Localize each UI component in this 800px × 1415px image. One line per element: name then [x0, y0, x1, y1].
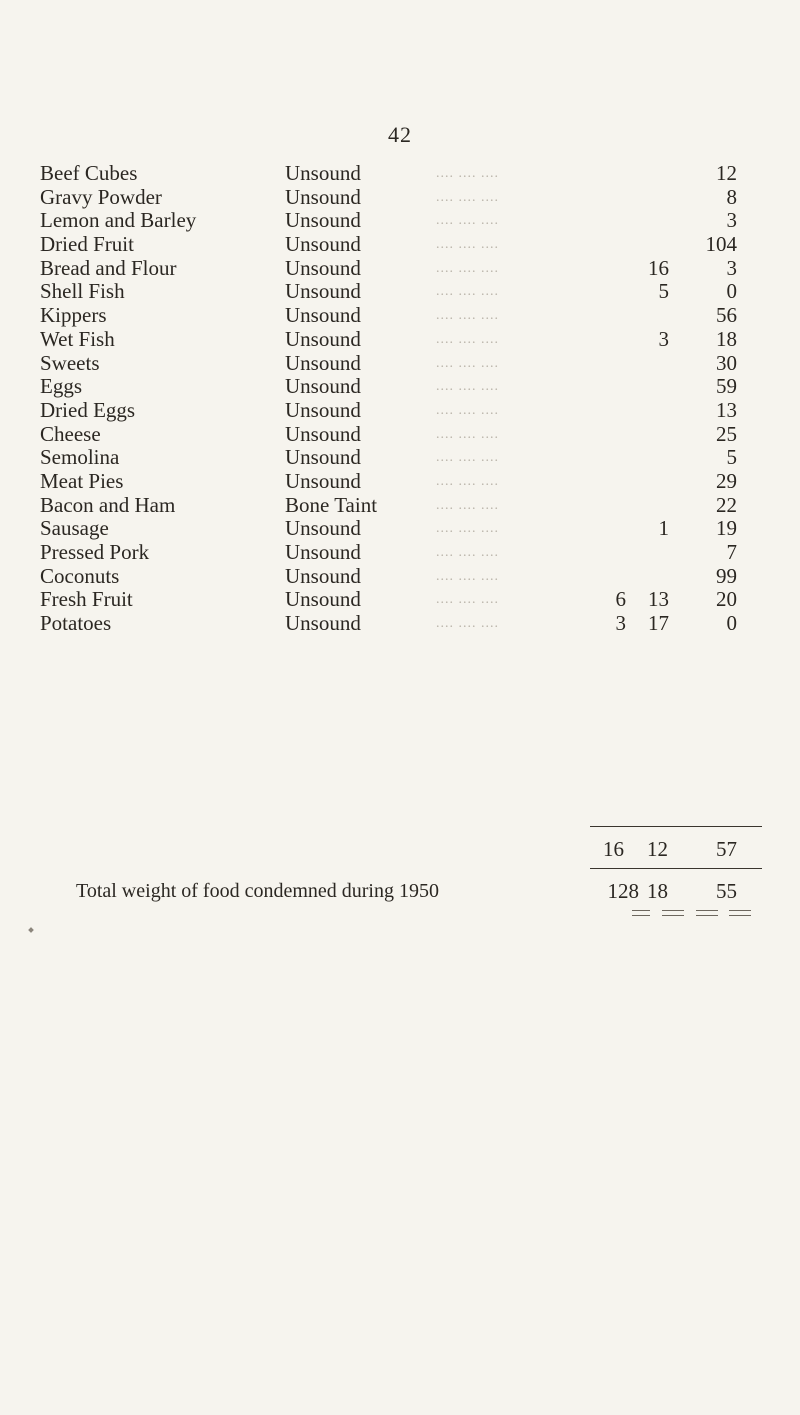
- lbs-value: 56: [716, 303, 737, 328]
- condemn-reason: Unsound: [285, 563, 361, 588]
- table-row: [40, 399, 760, 423]
- item-name: Meat Pies: [40, 468, 124, 493]
- item-name: Semolina: [40, 445, 120, 470]
- condemn-reason: Unsound: [285, 587, 361, 612]
- total-lbs: 55: [716, 879, 737, 903]
- dot-leader: .... .... ....: [436, 568, 499, 584]
- item-name: Coconuts: [40, 563, 120, 588]
- cwt-value: 5: [658, 279, 669, 304]
- condemn-reason: Unsound: [285, 397, 361, 422]
- condemn-reason: Unsound: [285, 445, 361, 470]
- lbs-value: 59: [716, 374, 737, 399]
- table-row: [40, 494, 760, 518]
- dot-leader: .... .... ....: [436, 260, 499, 276]
- dot-leader: .... .... ....: [436, 521, 499, 537]
- dot-leader: .... .... ....: [436, 402, 499, 418]
- condemn-reason: Unsound: [285, 421, 361, 446]
- cwt-value: 17: [648, 611, 669, 636]
- table-row: [40, 233, 760, 257]
- condemn-reason: Unsound: [285, 232, 361, 257]
- table-row: [40, 352, 760, 376]
- total-double-rule: [729, 910, 751, 916]
- lbs-value: 104: [705, 232, 737, 257]
- table-row: [40, 470, 760, 494]
- lbs-value: 3: [726, 208, 737, 233]
- total-rule: [590, 868, 762, 869]
- lbs-value: 3: [726, 255, 737, 280]
- condemn-reason: Unsound: [285, 303, 361, 328]
- tons-value: 6: [615, 587, 626, 612]
- table-row: [40, 304, 760, 328]
- lbs-value: 20: [716, 587, 737, 612]
- lbs-value: 25: [716, 421, 737, 446]
- lbs-value: 0: [726, 279, 737, 304]
- table-row: [40, 375, 760, 399]
- table-row: [40, 517, 760, 541]
- dot-leader: .... .... ....: [436, 331, 499, 347]
- dot-leader: .... .... ....: [436, 166, 499, 181]
- lbs-value: 7: [726, 540, 737, 564]
- dot-leader: .... .... ....: [436, 592, 499, 608]
- dot-leader: .... .... ....: [436, 308, 499, 324]
- table-row: [40, 209, 760, 233]
- item-name: Sweets: [40, 350, 100, 375]
- item-name: Gravy Powder: [40, 184, 162, 209]
- total-tons: 128: [607, 879, 639, 903]
- dot-leader: .... .... ....: [436, 379, 499, 395]
- cwt-value: 3: [658, 326, 669, 351]
- dot-leader: .... .... ....: [436, 237, 499, 253]
- dot-leader: .... .... ....: [436, 426, 499, 442]
- cwt-value: 13: [648, 587, 669, 612]
- dot-leader: .... .... ....: [436, 497, 499, 513]
- lbs-value: 29: [716, 468, 737, 493]
- dot-leader: .... .... ....: [436, 545, 499, 560]
- table-row: [40, 541, 760, 565]
- condemn-reason: Unsound: [285, 611, 361, 636]
- condemn-reason: Unsound: [285, 255, 361, 280]
- dot-leader: .... .... ....: [436, 189, 499, 205]
- item-name: Dried Eggs: [40, 397, 136, 422]
- total-double-rule: [696, 910, 718, 916]
- condemned-food-table: [40, 162, 760, 636]
- total-cwt: 18: [647, 879, 668, 903]
- item-name: Wet Fish: [40, 326, 115, 351]
- lbs-value: 0: [726, 611, 737, 636]
- subtotal-rule: [590, 826, 762, 827]
- dot-leader: .... .... ....: [436, 213, 499, 229]
- condemn-reason: Unsound: [285, 326, 361, 351]
- table-row: [40, 588, 760, 612]
- total-double-rule: [632, 910, 650, 916]
- item-name: Shell Fish: [40, 279, 125, 304]
- total-row: [40, 876, 760, 906]
- item-name: Bacon and Ham: [40, 492, 176, 517]
- dot-leader: .... .... ....: [436, 284, 499, 300]
- dot-leader: .... .... ....: [436, 616, 499, 632]
- table-row: [40, 446, 760, 470]
- lbs-value: 22: [716, 492, 737, 517]
- condemn-reason: Bone Taint: [285, 492, 378, 517]
- item-name: Beef Cubes: [40, 161, 138, 185]
- item-name: Pressed Pork: [40, 540, 150, 564]
- lbs-value: 12: [716, 161, 737, 185]
- tons-value: 3: [615, 611, 626, 636]
- subtotal-row: [40, 834, 760, 864]
- item-name: Lemon and Barley: [40, 208, 197, 233]
- table-row: [40, 186, 760, 210]
- item-name: Dried Fruit: [40, 232, 134, 257]
- table-row: [40, 565, 760, 589]
- lbs-value: 99: [716, 563, 737, 588]
- subtotal-cwt: 12: [647, 837, 668, 861]
- total-double-rule: [662, 910, 684, 916]
- condemn-reason: Unsound: [285, 540, 361, 564]
- page-number: 42: [388, 122, 412, 147]
- lbs-value: 8: [726, 184, 737, 209]
- condemn-reason: Unsound: [285, 184, 361, 209]
- subtotal-lbs: 57: [716, 837, 737, 861]
- lbs-value: 30: [716, 350, 737, 375]
- condemn-reason: Unsound: [285, 516, 361, 541]
- item-name: Bread and Flour: [40, 255, 177, 280]
- table-row: [40, 612, 760, 636]
- table-row: [40, 328, 760, 352]
- table-row: [40, 162, 760, 186]
- table-row: [40, 257, 760, 281]
- condemn-reason: Unsound: [285, 350, 361, 375]
- item-name: Fresh Fruit: [40, 587, 133, 612]
- dot-leader: .... .... ....: [436, 473, 499, 489]
- lbs-value: 13: [716, 397, 737, 422]
- cwt-value: 1: [658, 516, 669, 541]
- condemn-reason: Unsound: [285, 279, 361, 304]
- lbs-value: 5: [726, 445, 737, 470]
- condemn-reason: Unsound: [285, 374, 361, 399]
- item-name: Cheese: [40, 421, 101, 446]
- table-row: [40, 423, 760, 447]
- dot-leader: .... .... ....: [436, 450, 499, 466]
- table-row: [40, 280, 760, 304]
- lbs-value: 19: [716, 516, 737, 541]
- cwt-value: 16: [648, 255, 669, 280]
- condemn-reason: Unsound: [285, 208, 361, 233]
- item-name: Kippers: [40, 303, 107, 328]
- item-name: Sausage: [40, 516, 109, 541]
- item-name: Potatoes: [40, 611, 112, 636]
- lbs-value: 18: [716, 326, 737, 351]
- ink-mark: [28, 927, 34, 933]
- total-label: Total weight of food condemned during 1950: [76, 880, 439, 902]
- condemn-reason: Unsound: [285, 468, 361, 493]
- dot-leader: .... .... ....: [436, 355, 499, 371]
- subtotal-tons: 16: [603, 837, 624, 861]
- item-name: Eggs: [40, 374, 82, 399]
- condemn-reason: Unsound: [285, 161, 361, 185]
